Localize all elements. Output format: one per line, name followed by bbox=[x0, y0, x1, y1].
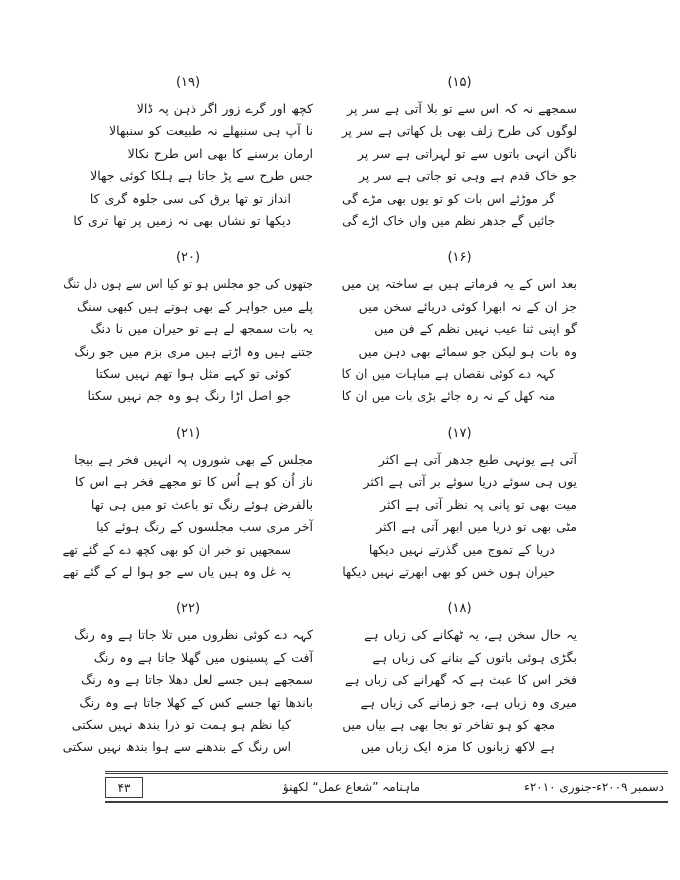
verse-line: گو اپنی ثنا عیب نہیں نظم کے فن میں bbox=[374, 321, 577, 337]
verse-line: کہہ دے کوئی نظروں میں تلا جاتا ہے وہ رنگ bbox=[74, 627, 313, 643]
stanza-number: (۱۷) bbox=[447, 425, 472, 441]
verse-line: جتھوں کی جو مجلس ہو تو کیا اس سے ہوں دل تنگ bbox=[63, 276, 314, 292]
stanza-15 bbox=[342, 72, 577, 232]
verse-line: کچھ اور گرے زور اگر ذہن پہ ڈالا bbox=[136, 101, 313, 116]
stanza-number: (۱۶) bbox=[447, 250, 472, 266]
verse-line: پلے میں جواہر کے بھی ہوتے ہیں کبھی سنگ bbox=[76, 298, 313, 314]
verse-line-refrain: حیران ہوں خس کو بھی ابھرتے نہیں دیکھا bbox=[342, 563, 555, 579]
stanza-number: (۱۹) bbox=[175, 75, 201, 90]
verse-line: ناگن انہی باتوں سے تو لہراتی ہے سر پر bbox=[357, 145, 577, 161]
stanza-21 bbox=[63, 423, 313, 583]
verse-line-refrain: جو اصل اڑا رنگ ہو وہ جم نہیں سکتا bbox=[87, 388, 291, 404]
poem-column-right bbox=[342, 72, 577, 774]
page-footer bbox=[105, 771, 668, 803]
verse-line: جو خاک قدم ہے وہی تو جاتی ہے سر پر bbox=[358, 168, 577, 184]
verse-line: باندھا تھا جسے کس کے کھلا جاتا ہے وہ رنگ bbox=[79, 694, 313, 710]
stanza-number: (۲۲) bbox=[175, 601, 201, 617]
stanza-number: (۲۱) bbox=[175, 425, 201, 441]
verse-line: مجلس کے بھی شوروں پہ انہیں فخر ہے بیجا bbox=[74, 451, 313, 467]
verse-line: مٹی بھی تو دریا میں ابھر آتی ہے اکثر bbox=[376, 519, 577, 535]
stanza-16 bbox=[342, 247, 577, 407]
verse-line: یوں ہی سوئے دریا سوئے بر آتی ہے اکثر bbox=[363, 474, 577, 490]
verse-line: جز ان کے نہ ابھرا کوئی دریائے سخن میں bbox=[358, 298, 577, 314]
issue-date: دسمبر ۲۰۰۹ء-جنوری ۲۰۱۰ء bbox=[524, 780, 664, 794]
verse-line: ناز اُن کو ہے اُس کا تو مجھے فخر ہے اس کا bbox=[74, 474, 313, 490]
stanza-number: (۲۰) bbox=[175, 250, 201, 266]
verse-line: جتنے ہیں وہ اڑتے ہیں مری بزم میں جو رنگ bbox=[74, 343, 313, 359]
verse-line: لوگوں کی طرح زلف بھی بل کھاتی ہے سر پر bbox=[341, 123, 577, 139]
verse-line: سمجھے نہ کہ اس سے تو بلا آتی ہے سر پر bbox=[347, 101, 577, 116]
verse-line-refrain: انداز تو تھا برق کی سی جلوہ گری کا bbox=[89, 190, 291, 206]
page-number: ۴۳ bbox=[117, 780, 131, 795]
verse-line: ارمان برسنے کا بھی اس طرح نکالا bbox=[127, 145, 313, 161]
verse-line: آفت کے پسینوں میں گھلا جاتا ہے وہ رنگ bbox=[93, 649, 313, 665]
stanza-19 bbox=[63, 72, 313, 232]
stanza-18 bbox=[342, 598, 577, 758]
verse-line-refrain: کہہ دے کوئی نقصاں ہے مباہات میں ان کا bbox=[341, 366, 555, 382]
verse-line: میری وہ زباں ہے، جو زمانے کی زباں ہے bbox=[360, 694, 577, 710]
verse-line: جس طرح سے پڑ جاتا ہے ہلکا کوئی جھالا bbox=[90, 168, 313, 184]
verse-line: سمجھے ہیں جسے لعل دھلا جاتا ہے وہ رنگ bbox=[81, 672, 313, 688]
verse-line-refrain: یہ غل وہ ہیں یاں سے جو ہوا لے کے گئے تھے bbox=[62, 563, 291, 579]
verse-line: فخر اس کا عبث ہے کہ گھرانے کی زباں ہے bbox=[344, 672, 577, 688]
stanza-17 bbox=[342, 423, 577, 583]
verse-line: بالفرض ہوئے رنگ تو باعث تو میں ہی تھا bbox=[90, 496, 313, 512]
verse-line: یہ بات سمجھ لے ہے تو حیران میں نا دنگ bbox=[90, 321, 313, 337]
verse-line: بعد اس کے یہ فرماتے ہیں بے ساختہ پن میں bbox=[341, 276, 577, 292]
verse-line: میت بھی تو پانی پہ نظر آتی ہے اکثر bbox=[380, 496, 577, 512]
verse-line-refrain: کیا نظم ہو ہمت تو ذرا بندھ نہیں سکتی bbox=[71, 716, 291, 732]
verse-line-refrain: سمجھیں تو خبر ان کو بھی کچھ دے کے گئے تھے bbox=[62, 541, 291, 557]
journal-title: ماہنامہ ”شعاع عمل“ لکھنؤ bbox=[282, 780, 421, 794]
verse-line: آخر مری سب مجلسوں کے رنگ ہوئے کیا bbox=[96, 519, 313, 535]
stanza-20 bbox=[63, 247, 313, 407]
stanza-22 bbox=[63, 598, 313, 758]
verse-line-refrain: دریا کے تموج میں گذرتے نہیں دیکھا bbox=[368, 541, 555, 557]
verse-line-refrain: کوئی تو کہے مثل ہوا تھم نہیں سکتا bbox=[95, 366, 291, 382]
verse-line-refrain: دیکھا تو نشاں بھی نہ زمیں پر تھا تری کا bbox=[73, 213, 291, 229]
verse-line: وہ بات ہو لیکن جو سمائے بھی دہن میں bbox=[358, 343, 577, 359]
verse-line: آتی ہے یونہی طبع جدھر آتی ہے اکثر bbox=[378, 451, 577, 467]
stanza-number: (۱۵) bbox=[447, 75, 472, 90]
verse-line: بگڑی ہوئی باتوں کے بنانے کی زباں ہے bbox=[372, 649, 577, 665]
verse-line-refrain: گر موڑئے اس بات کو تو یوں بھی مڑے گی bbox=[342, 190, 555, 206]
poem-column-left bbox=[63, 72, 313, 774]
verse-line-refrain: جائیں گے جدھر نظم میں واں خاک اڑے گی bbox=[342, 213, 555, 229]
verse-line-refrain: اس رنگ کے بندھنے سے ہوا بندھ نہیں سکتی bbox=[62, 739, 291, 755]
verse-line-refrain: ہے لاکھ زبانوں کا مزہ ایک زباں میں bbox=[360, 739, 555, 755]
verse-line-refrain: منہ کھل کے نہ رہ جائے بڑی بات میں ان کا bbox=[341, 388, 555, 404]
verse-line-refrain: مجھ کو ہو تفاخر تو بجا بھی ہے بیاں میں bbox=[342, 716, 555, 732]
verse-line: نا آپ ہی سنبھلے نہ طبیعت کو سنبھالا bbox=[108, 123, 313, 139]
stanza-number: (۱۸) bbox=[447, 601, 472, 617]
page-number-box bbox=[105, 777, 143, 798]
verse-line: یہ حال سخن ہے، یہ ٹھکانے کی زباں ہے bbox=[363, 627, 577, 643]
